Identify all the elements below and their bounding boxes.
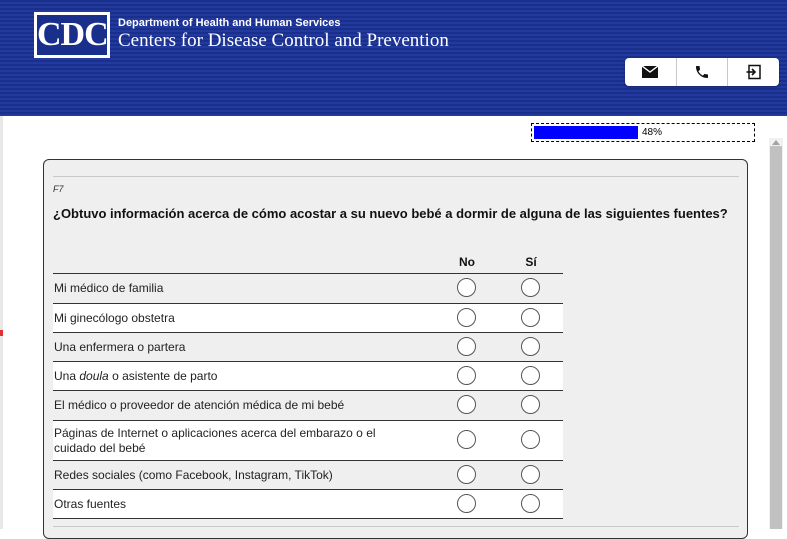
grid-row [53,490,563,519]
cdc-logo-text: CDC [37,16,108,53]
radio-no[interactable] [457,337,476,356]
radio-si[interactable] [521,494,540,513]
radio-si[interactable] [521,337,540,356]
row-label-prefix: Una [54,368,80,383]
radio-no[interactable] [457,308,476,327]
progress-label: 48% [642,127,663,138]
question-card [43,159,748,539]
progress-bar [531,123,755,142]
row-label: Mi médico de familia [54,281,164,295]
grid-row [53,274,563,304]
phone-icon [694,64,710,80]
agency-name: Centers for Disease Control and Prevention [118,30,449,51]
mail-icon [642,66,658,78]
radio-si[interactable] [521,465,540,484]
scrollbar-thumb[interactable] [770,146,782,529]
grid-row [53,391,563,421]
row-label: Páginas de Internet o aplicaciones acerca del embarazo o el cuidado del bebé [54,425,376,455]
site-header [0,0,787,116]
phone-button[interactable] [677,58,729,86]
row-label: Mi ginecólogo obstetra [54,310,175,325]
question-id: F7 [53,184,64,194]
grid-header [53,248,563,274]
radio-no[interactable] [457,494,476,513]
grid-row [53,362,563,391]
exit-button[interactable] [728,58,779,86]
row-label: Redes sociales (como Facebook, Instagram, TikTok) [54,467,333,482]
radio-si[interactable] [521,430,540,449]
radio-no[interactable] [457,465,476,484]
radio-no[interactable] [457,278,476,297]
row-label: Una enfermera o partera [54,339,186,354]
department-name: Department of Health and Human Services [118,17,341,29]
scroll-up-arrow-icon[interactable] [772,140,780,145]
contact-button-group [625,58,779,86]
grid-row [53,461,563,490]
divider [53,526,739,527]
radio-si[interactable] [521,278,540,297]
grid-row [53,304,563,333]
column-header-si: Sí [525,255,537,269]
exit-icon [746,64,762,80]
row-label-suffix: o asistente de parto [108,368,218,383]
grid-row [53,333,563,362]
grid-row [53,421,563,461]
response-grid [53,248,563,519]
radio-no[interactable] [457,395,476,414]
progress-fill [534,126,638,139]
row-label-emphasis: doula [79,368,109,383]
radio-no[interactable] [457,430,476,449]
row-label: Otras fuentes [54,496,127,511]
column-header-no: No [459,255,475,269]
radio-si[interactable] [521,395,540,414]
divider [53,176,739,177]
left-edge [0,116,3,529]
radio-no[interactable] [457,366,476,385]
email-button[interactable] [625,58,677,86]
row-label [53,369,404,384]
question-text: ¿Obtuvo información acerca de cómo acostar a su nuevo bebé a dormir de alguna de las siguientes fuentes? [53,206,728,221]
row-label: El médico o proveedor de atención médica de mi bebé [54,398,345,412]
cdc-logo [34,12,110,58]
radio-si[interactable] [521,366,540,385]
radio-si[interactable] [521,308,540,327]
